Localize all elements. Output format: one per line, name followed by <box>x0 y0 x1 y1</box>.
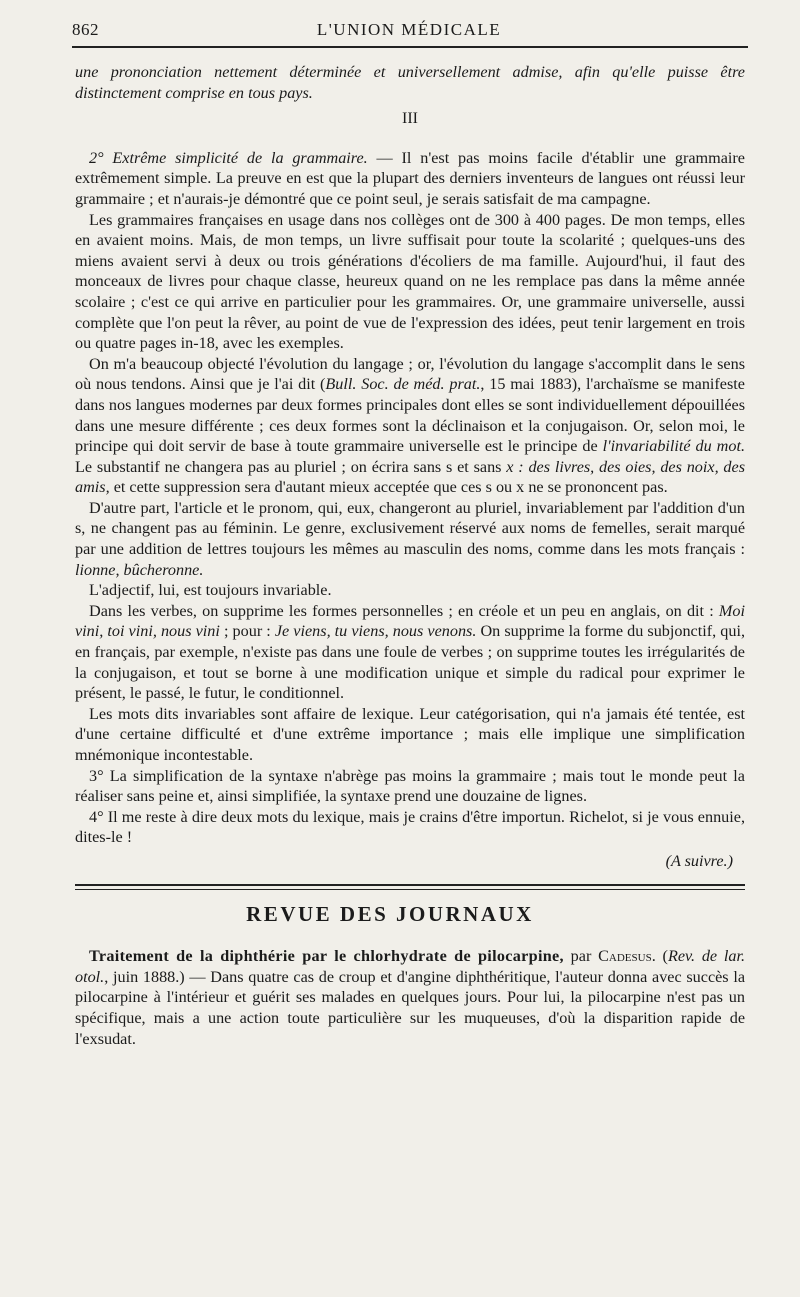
section-heading: REVUE DES JOURNAUX <box>246 901 534 926</box>
paragraph-french-grammars: Les grammaires françaises en usage dans nos collèges ont de 300 à 400 pages. De mon temps, elles en avaient moins. Mais, de mon temps, un livre suffisait pour toute la scolarité ; quelques-uns des miens avaient servi à deux ou trois générations d'écoliers de ma famille. Aujourd'hui, il faut des monceaux de livres pour chaque classe, heureux quand on ne les remplace pas dans la même année scolaire ; c'est ce qui arrive en particulier pour les grammaires. Or, une grammaire universelle, aussi complète que l'on peut la rêver, au point de vue de l'expression des idées, peut tenir largement en trois ou quatre pages in-18, avec les exemples. <box>75 210 745 353</box>
paragraph-text: , 15 mai 1883), l'archaïsme se manifeste dans nos langues modernes par deux formes principales dont elles se sont individuellement dépouillées dans une mesure différente ; ces deux formes sont la déclinaison et la conjugaison. Or, selon moi, le principe qui doit servir de base à toute grammaire universelle est le principe de <box>75 375 745 456</box>
paragraph-article-pronoun <box>75 498 745 580</box>
examples: Je viens, tu viens, nous venons. <box>274 622 477 641</box>
paragraph-language-evolution <box>75 354 745 498</box>
paragraph-text: et cette suppression sera d'autant mieux acceptée que ces s ou x ne se prononcent pas. <box>109 478 668 497</box>
paragraph-text: Dans les verbes, on supprime les formes personnelles ; en créole et un peu en anglais, on dit : <box>89 601 719 620</box>
running-header <box>72 18 746 48</box>
paragraph-invariable-words: Les mots dits invariables sont affaire de lexique. Leur catégorisation, qui n'a jamais été tentée, est d'une certaine difficulté et d'une extrême importance ; mais elle implique une simplification mnémonique incontestable. <box>75 704 745 764</box>
journal-review-entry <box>75 946 745 1049</box>
paragraph-grammar-simplicity <box>75 148 745 210</box>
paragraph-syntax: 3° La simplification de la syntaxe n'abrège pas moins la grammaire ; mais tout le monde peut la réaliser sans peine et, ainsi simplifiée, la syntaxe prend une douzaine de lignes. <box>75 766 745 806</box>
byline: par <box>563 947 599 966</box>
paragraph-lead: 2° Extrême simplicité de la grammaire. <box>89 148 368 167</box>
paragraph-text: Le substantif ne changera pas au pluriel ; on écrira sans s et sans <box>75 457 507 476</box>
page-body <box>75 62 745 1049</box>
paragraph-text: — Il n'est pas moins facile d'établir une grammaire extrêmement simple. La preuve en est que la plupart des derniers inventeurs de langues ont réussi leur grammaire ; et n'aurais-je démontré que ce point seul, je serais satisfait de ma campagne. <box>75 148 745 208</box>
key-term: l'invariabilité du mot. <box>602 437 745 456</box>
to-be-continued: (A suivre.) <box>665 851 733 870</box>
header-rule <box>72 46 748 48</box>
article-body: — Dans quatre cas de croup et d'angine diphthéritique, l'auteur donna avec succès la pilocarpine à l'intérieur et guérit ses malades en quelques jours. Pour lui, la pilocarpine n'est pas un spécifique, mais a une action toute particulière sur les muqueuses, d'où la disparition rapide de l'exsudat. <box>75 967 746 1048</box>
journal-title: L'UNION MÉDICALE <box>316 20 502 39</box>
section-number: III <box>402 110 418 128</box>
paragraph-adjective: L'adjectif, lui, est toujours invariable. <box>89 581 332 600</box>
article-title: Traitement de la diphthérie par le chlorhydrate de pilocarpine, <box>89 947 564 966</box>
article-citation: Rev. de lar. otol. <box>75 947 746 986</box>
paragraph-text: On m'a beaucoup objecté l'évolution du langage ; or, l'évolution du langage s'accomplit dans le sens où nous tendons. Ainsi que je l'ai dit ( <box>75 354 745 394</box>
examples: Moi vini, toi vini, nous vini <box>75 601 745 641</box>
paragraph-text: On supprime la forme du subjonctif, qui, en français, par exemple, n'existe pas dans une foule de verbes ; on supprime toutes les irrégularités de la conjugaison, et tout se borne à une modification unique et simple du radical pour exprimer le présent, le passé, le futur, le conditionnel. <box>75 622 745 703</box>
intro-paragraph: une prononciation nettement déterminée et universellement admise, afin qu'elle puisse être distinctement comprise en tous pays. <box>75 63 745 102</box>
examples: lionne, bûcheronne. <box>75 560 204 579</box>
paragraph-lexicon: 4° Il me reste à dire deux mots du lexique, mais je crains d'être importun. Richelot, si je vous ennuie, dites-le ! <box>75 807 745 847</box>
paragraph-text: D'autre part, l'article et le pronom, qui, eux, changeront au pluriel, invariablement par l'addition d'un s, ne changent pas au féminin. Le genre, exclusivement réservé aux noms de femelles, serait marqué par une addition de lettres toujours les mêmes au masculin des noms, comme dans les mots français : <box>75 498 745 559</box>
article-author: Cadesus. <box>598 947 656 966</box>
section-divider <box>75 884 745 890</box>
page-number: 862 <box>72 20 99 39</box>
paragraph-text: ; pour : <box>219 622 275 641</box>
citation-open: ( <box>655 947 668 966</box>
paragraph-verbs <box>75 601 745 704</box>
examples: x : des livres, des oies, des noix, des amis, <box>75 457 745 497</box>
citation: Bull. Soc. de méd. prat. <box>325 375 481 394</box>
citation-close: , juin 1888.) <box>104 967 185 986</box>
